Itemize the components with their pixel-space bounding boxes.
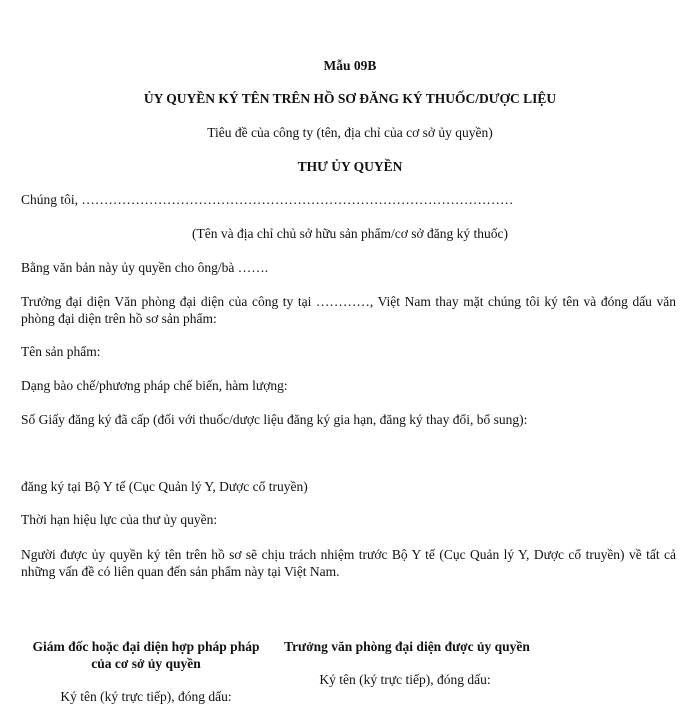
product-name-label: Tên sản phẩm:	[21, 344, 101, 359]
registration-number-label: Số Giấy đăng ký đã cấp (đối với thuốc/dược liệu đăng ký gia hạn, đăng ký thay đổi, bổ sung):	[21, 412, 528, 427]
we-line: Chúng tôi, ……………………………………………………………………………………	[21, 192, 514, 207]
signature-right-instruction: Ký tên (ký trực tiếp), đóng dấu:	[319, 672, 491, 687]
signature-left-title-line2: của cơ sở ủy quyền	[91, 656, 201, 671]
registered-at-line: đăng ký tại Bộ Y tế (Cục Quản lý Y, Dược cổ truyền)	[21, 479, 308, 494]
company-header: Tiêu đề của công ty (tên, địa chỉ của cơ sở ủy quyền)	[207, 125, 493, 140]
owner-note: (Tên và địa chỉ chủ sở hữu sản phẩm/cơ sở đăng ký thuốc)	[192, 226, 508, 241]
signature-right-title: Trưởng văn phòng đại diện được ủy quyền	[284, 639, 530, 654]
responsibility-paragraph: Người được ủy quyền ký tên trên hồ sơ sẽ chịu trách nhiệm trước Bộ Y tế (Cục Quản lý Y, Dược cổ truyền) về tất cả những vấn đề có liên quan đến sản phẩm này tại Việt Nam.	[21, 547, 676, 579]
document-title: ỦY QUYỀN KÝ TÊN TRÊN HỒ SƠ ĐĂNG KÝ THUỐC/DƯỢC LIỆU	[143, 91, 557, 106]
authorize-line: Bằng văn bản này ủy quyền cho ông/bà …….	[21, 260, 269, 275]
signature-left-instruction: Ký tên (ký trực tiếp), đóng dấu:	[60, 689, 232, 704]
representative-paragraph: Trưởng đại diện Văn phòng đại diện của công ty tại …………, Việt Nam thay mặt chúng tôi ký tên và đóng dấu văn phòng đại diện trên hồ sơ sản phẩm:	[21, 294, 676, 326]
signature-left-title-line1: Giám đốc hoặc đại diện hợp pháp pháp	[32, 639, 260, 654]
letter-title: THƯ ỦY QUYỀN	[297, 159, 403, 174]
dosage-form-label: Dạng bào chế/phương pháp chế biến, hàm lượng:	[21, 378, 288, 393]
validity-label: Thời hạn hiệu lực của thư ủy quyền:	[21, 512, 218, 527]
form-code: Mẫu 09B	[323, 58, 377, 73]
signature-left-title	[22, 638, 270, 672]
